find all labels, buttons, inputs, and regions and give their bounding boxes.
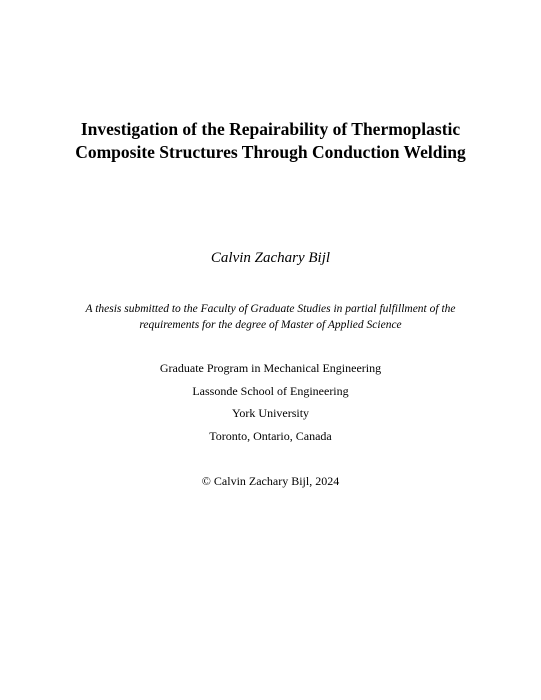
thesis-title-line-1: Investigation of the Repairability of Thermoplastic	[80, 119, 461, 139]
degree-statement-line-1: A thesis submitted to the Faculty of Graduate Studies in partial fulfillment of the	[85, 303, 456, 315]
thesis-title-line-2: Composite Structures Through Conduction Welding	[75, 142, 466, 162]
thesis-title	[0, 118, 541, 164]
location: Toronto, Ontario, Canada	[209, 429, 332, 443]
copyright-notice: © Calvin Zachary Bijl, 2024	[201, 474, 340, 488]
school-name: Lassonde School of Engineering	[192, 384, 349, 398]
author-name: Calvin Zachary Bijl	[210, 250, 331, 266]
degree-statement	[0, 301, 541, 333]
degree-statement-line-2: requirements for the degree of Master of Applied Science	[139, 319, 402, 331]
graduate-program: Graduate Program in Mechanical Engineering	[159, 361, 382, 375]
university-name: York University	[231, 406, 310, 420]
